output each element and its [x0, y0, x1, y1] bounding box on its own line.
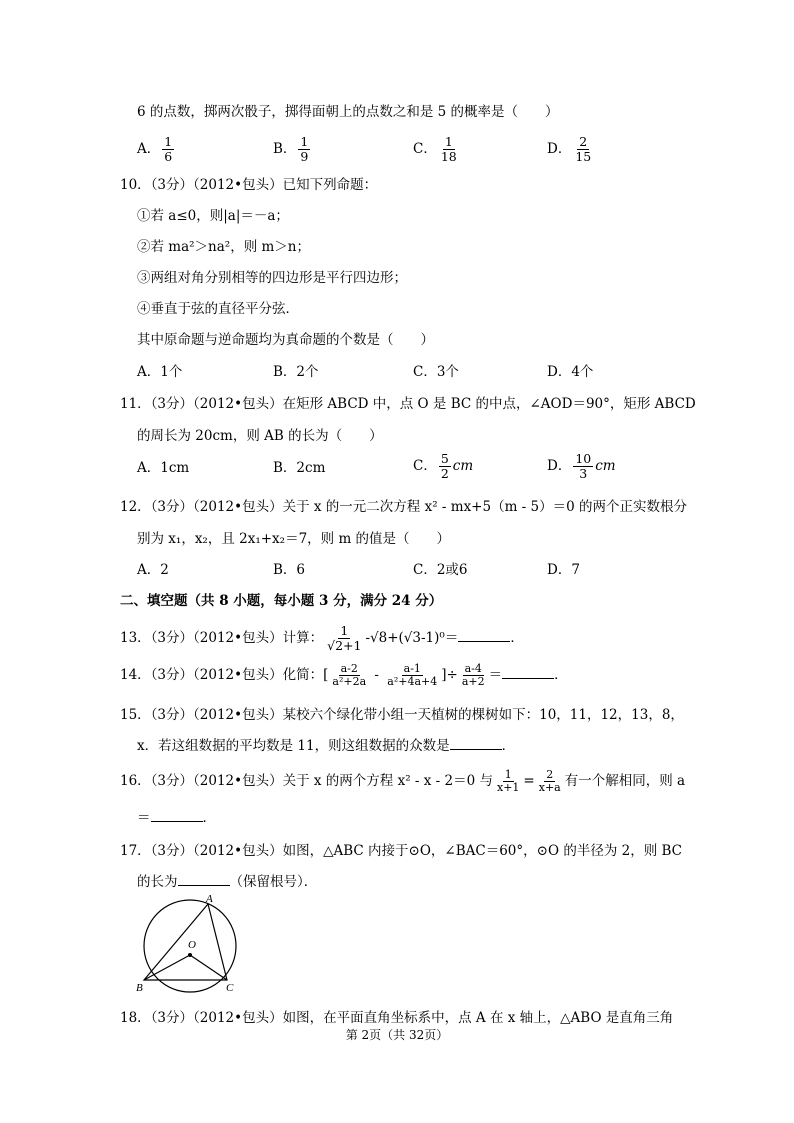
q9-option-d-den: 15: [575, 149, 592, 164]
q12-option-b: B．6: [273, 562, 306, 578]
label-b: B: [136, 982, 143, 994]
q10-proposition-2: ②若 ma²＞na²，则 m＞n；: [137, 239, 310, 255]
q14-fraction-1: [330, 663, 368, 688]
q13-end: ．: [510, 630, 524, 646]
q14-eq: ＝: [488, 667, 503, 683]
q9-option-b-num: 1: [300, 134, 309, 149]
q11-option-a: A．1cm: [137, 460, 190, 476]
q10-question: 其中原命题与逆命题均为真命题的个数是（ ）: [137, 332, 434, 348]
q11-option-c-letter: C．: [413, 458, 437, 474]
q11-option-b: B．2cm: [273, 460, 326, 476]
q15-number: 15．: [120, 707, 151, 723]
q9-option-d: [547, 135, 595, 164]
q16-meta: （3分）（2012•包头）: [150, 773, 283, 789]
q9-option-b-den: 9: [300, 149, 309, 164]
q11-option-c-unit: cm: [452, 458, 474, 474]
q11-option-d-num: 10: [575, 451, 592, 466]
q9-option-c-den: 18: [440, 149, 457, 164]
page-footer: 第 2页（共 32页）: [345, 1028, 449, 1042]
q9-option-d-letter: D．: [547, 141, 572, 157]
q11-meta: （3分）（2012•包头）: [150, 396, 283, 412]
q14-div: ]÷: [441, 667, 458, 683]
q10-option-c: C．3个: [413, 364, 459, 380]
q13-fraction-num: 1: [340, 623, 349, 638]
q11-option-d-fraction: [573, 452, 593, 481]
q15-text-2: x．若这组数据的平均数是 11，则这组数据的众数是: [137, 738, 450, 754]
q13-number: 13．: [120, 630, 151, 646]
q15-text-1: 某校六个绿化带小组一天植树的棵树如下：10，11，12，13，8，: [282, 707, 684, 723]
q14-minus: -: [370, 667, 384, 683]
q14-answer-blank[interactable]: [502, 666, 554, 679]
q16-f1-den: x+1: [497, 781, 520, 794]
q14-end: ．: [554, 667, 568, 683]
q9-option-d-num: 2: [579, 134, 588, 149]
q12-number: 12．: [120, 499, 151, 515]
q16-line-2-text: ＝: [137, 810, 151, 826]
q13-fraction: [325, 624, 363, 653]
q9-option-b: [273, 135, 312, 164]
q16-answer-blank[interactable]: [151, 809, 203, 822]
q9-option-b-fraction: [298, 135, 310, 164]
q15-answer-blank[interactable]: [450, 737, 502, 750]
q9-option-a-letter: A．: [137, 141, 161, 157]
q11-line-2: 的周长为 20cm，则 AB 的长为（ ）: [137, 428, 383, 444]
q12-option-d: D．7: [547, 562, 580, 578]
q17-circle-figure: [133, 893, 248, 998]
segment-ob: [144, 955, 190, 980]
q17-text-2b: （保留根号）．: [229, 874, 318, 890]
q16-f2-den: x+a: [538, 781, 561, 794]
q17-number: 17．: [120, 843, 151, 859]
q16-suffix: 有一个解相同，则 a: [564, 773, 686, 789]
q12-meta: （3分）（2012•包头）: [150, 499, 283, 515]
q13-meta: （3分）（2012•包头）: [150, 630, 283, 646]
q11-option-c: [413, 452, 473, 481]
q9-option-c-letter: C．: [413, 141, 437, 157]
q11-option-d: [547, 452, 616, 481]
q11-option-d-unit: cm: [595, 458, 616, 474]
q11-number: 11．: [120, 396, 151, 412]
q9-stem: 6 的点数，掷两次骰子，掷得面朝上的点数之和是 5 的概率是（ ）: [137, 104, 559, 120]
q14-f1-den: a²+2a: [332, 675, 367, 688]
q16-line-2: [137, 808, 216, 828]
q10-option-b: B．2个: [273, 364, 319, 380]
q14-f2-num: a-1: [403, 662, 421, 675]
q15-meta: （3分）（2012•包头）: [150, 707, 283, 723]
q11-line-1: [120, 394, 696, 414]
q11-option-d-den: 3: [579, 466, 588, 481]
q11-option-c-den: 2: [440, 466, 449, 481]
q9-option-c-fraction: [439, 135, 459, 164]
q9-option-d-fraction: [573, 135, 593, 164]
q14-f2-den: a²+4a+4: [387, 675, 438, 688]
q13-fraction-den: √2+1: [327, 638, 362, 653]
q15-line-1: [120, 705, 684, 725]
q9-option-a-den: 6: [164, 149, 173, 164]
center-point-o: [188, 953, 192, 957]
q10-option-d: D．4个: [547, 364, 594, 380]
q10-proposition-3: ③两组对角分别相等的四边形是平行四边形；: [137, 270, 407, 286]
q16-f1-num: 1: [504, 768, 512, 781]
q10-option-a: A．1个: [137, 364, 183, 380]
q14-f3-den: a+2: [461, 675, 485, 688]
q16-fraction-2: [537, 769, 563, 794]
q18-meta: （3分）（2012•包头）: [150, 1010, 283, 1026]
q13-line: [120, 624, 524, 653]
q13-rest: -√8+(√3-1)⁰＝: [365, 630, 459, 646]
q10-header: [120, 175, 377, 195]
label-a: A: [206, 893, 213, 905]
label-c: C: [226, 982, 234, 994]
q9-option-a-num: 1: [164, 134, 173, 149]
q11-option-c-num: 5: [440, 451, 449, 466]
q12-text-1: 关于 x 的一元二次方程 x² - mx+5（m - 5）＝0 的两个正实数根分: [282, 499, 687, 515]
q17-answer-blank[interactable]: [178, 873, 230, 886]
q12-line-1: [120, 497, 687, 517]
q16-fraction-1: [495, 769, 521, 794]
q10-meta: （3分）（2012•包头）: [150, 177, 283, 193]
q12-option-c: C．2或6: [413, 562, 468, 578]
q12-line-2: 别为 x₁，x₂，且 2x₁+x₂＝7，则 m 的值是（ ）: [137, 531, 451, 547]
q17-meta: （3分）（2012•包头）: [150, 843, 283, 859]
q14-prefix: 化简：[: [282, 667, 329, 683]
q16-line-1: [120, 768, 685, 794]
q15-end: ．: [501, 738, 516, 754]
q16-end: ．: [202, 810, 216, 826]
q16-prefix: 关于 x 的两个方程 x² - x - 2＝0 与: [282, 773, 493, 789]
q16-eq: =: [523, 773, 535, 789]
q9-option-c-num: 1: [444, 134, 453, 149]
q17-line-2: [137, 872, 317, 892]
q12-option-a: A．2: [137, 562, 169, 578]
q11-option-c-fraction: [439, 452, 451, 481]
q17-text-2a: 的长为: [137, 874, 178, 890]
q13-answer-blank[interactable]: [458, 629, 510, 642]
q9-option-b-letter: B．: [273, 141, 297, 157]
q15-line-2: [137, 736, 515, 756]
q14-meta: （3分）（2012•包头）: [150, 667, 283, 683]
q14-number: 14．: [120, 667, 151, 683]
q18-line-1: [120, 1008, 673, 1028]
section-heading-fill-in: 二、填空题（共 8 小题，每小题 3 分，满分 24 分）: [120, 593, 443, 609]
label-o: O: [188, 939, 196, 951]
q18-text-1: 如图，在平面直角坐标系中，点 A 在 x 轴上，△ABO 是直角三角: [282, 1010, 674, 1026]
q9-option-a: [137, 135, 176, 164]
q10-proposition-4: ④垂直于弦的直径平分弦．: [137, 301, 299, 317]
q14-fraction-3: [460, 663, 487, 688]
q17-line-1: [120, 841, 682, 861]
q18-number: 18．: [120, 1010, 151, 1026]
q14-f3-num: a-4: [464, 662, 482, 675]
q11-option-d-letter: D．: [547, 458, 572, 474]
q10-number: 10．: [120, 177, 151, 193]
q9-option-a-fraction: [162, 135, 174, 164]
q17-text-1: 如图，△ABC 内接于⊙O，∠BAC＝60°，⊙O 的半径为 2，则 BC: [282, 843, 682, 859]
q13-prefix: 计算：: [282, 630, 324, 646]
q14-f1-num: a-2: [340, 662, 358, 675]
q16-f2-num: 2: [546, 768, 554, 781]
q14-fraction-2: [385, 663, 439, 688]
q16-number: 16．: [120, 773, 151, 789]
q10-proposition-1: ①若 a≤0，则|a|＝－a；: [137, 208, 289, 224]
q11-text-1: 在矩形 ABCD 中，点 O 是 BC 的中点，∠AOD＝90°，矩形 ABCD: [282, 396, 696, 412]
q10-text: 已知下列命题：: [282, 177, 378, 193]
q9-option-c: [413, 135, 461, 164]
q14-line: [120, 662, 568, 688]
